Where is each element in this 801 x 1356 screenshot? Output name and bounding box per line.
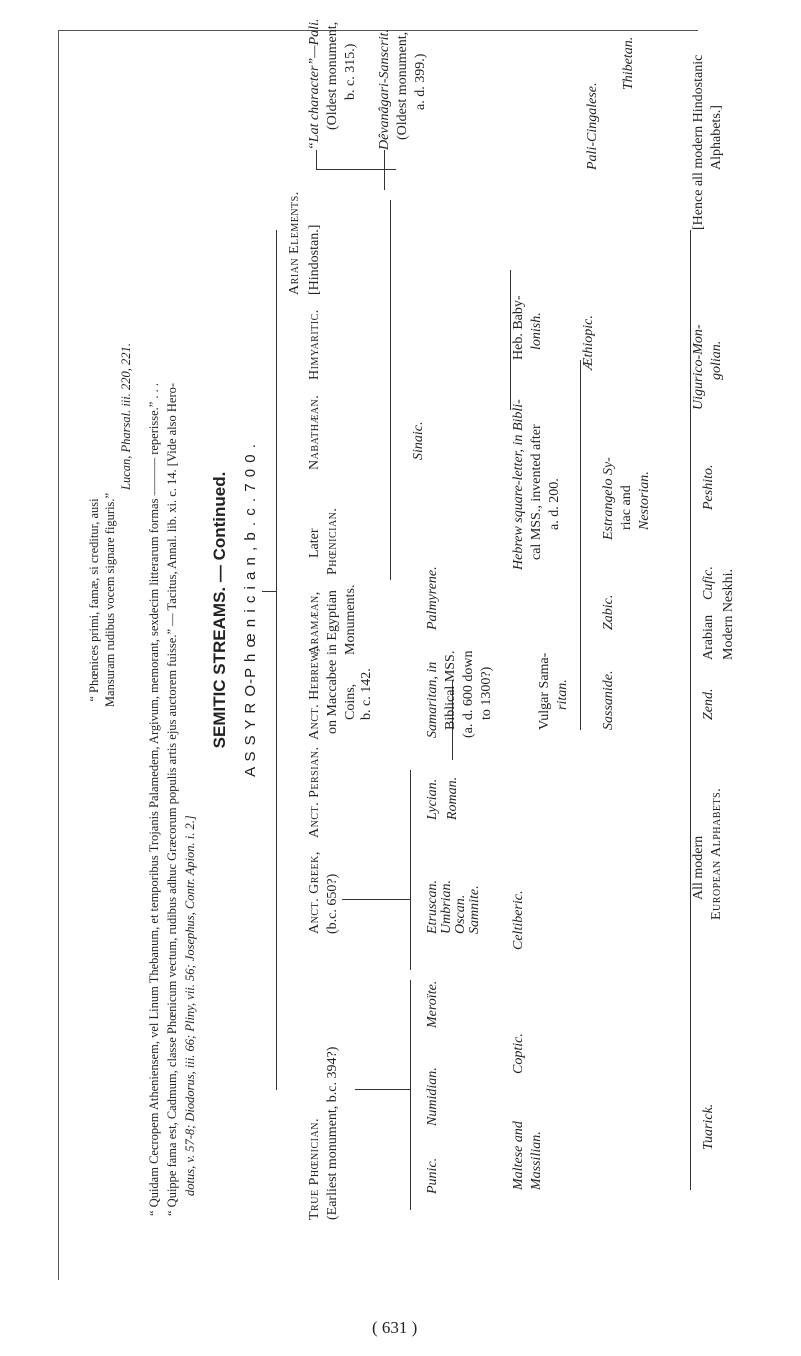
deva-oldest: (Oldest monument, — [395, 31, 410, 140]
connector — [342, 899, 410, 900]
tuarick: Tuarick. — [701, 1103, 716, 1150]
estrangelo-1: Estrangelo Sy- — [601, 457, 616, 540]
sassanide: Sassanide. — [601, 670, 616, 730]
hindostan: [Hindostan.] — [307, 224, 322, 295]
vulgar-samaritan-1: Vulgar Sama- — [537, 652, 552, 730]
maltese-2: Massilian. — [529, 1131, 544, 1190]
lat-character: “Lat character”—Pali. — [307, 18, 322, 150]
monuments: Monuments. — [343, 584, 358, 655]
palmyrene: Palmyrene. — [425, 566, 440, 630]
page-title: SEMITIC STREAMS. — Continued. — [210, 471, 229, 749]
heb-baby-1: Heb. Baby- — [511, 295, 526, 360]
peshito: Peshito. — [701, 464, 716, 510]
connector — [355, 1089, 410, 1090]
later-phoenician: Phœnician. — [325, 507, 340, 575]
celtiberic: Celtiberic. — [511, 890, 526, 950]
quote-2-line-3: dotus, v. 57-8; Diodorus, iii. 66; Pliny, vii. 56; Josephus, Contr. Apion. i. 2.] — [183, 815, 197, 1196]
bc-142: b. c. 142. — [359, 668, 374, 720]
phoenician-branch-line — [410, 980, 411, 1210]
root-connector — [262, 591, 276, 592]
punic: Punic. — [425, 1157, 440, 1194]
uigurico-2: golian. — [709, 340, 724, 380]
uigurico-1: Uigurico-Mon- — [691, 324, 706, 410]
anct-persian: Anct. Persian. — [307, 746, 322, 838]
heb-baby-2: lonish. — [529, 312, 544, 350]
vulgar-samaritan-2: ritan. — [555, 679, 570, 710]
hence-1: [Hence all modern Hindostanic — [691, 54, 706, 230]
quote-1-line-1: “ Phœnices primi, famæ, si creditur, ausi — [87, 498, 101, 702]
lat-oldest: (Oldest monument, — [325, 21, 340, 130]
arabian: Arabian — [701, 614, 716, 660]
devanagari: Dêvanâgari-Sanscrit. — [377, 29, 392, 150]
umbrian: Umbrian. — [439, 879, 454, 934]
true-phoenician: True Phœnician. — [307, 1118, 322, 1220]
rotated-chart-area — [80, 0, 740, 1230]
himyaritic: Himyaritic. — [307, 309, 322, 380]
roman: Roman. — [445, 776, 460, 820]
samaritan-1: Samaritan, in — [425, 661, 440, 738]
anct-hebrew: Anct. Hebrew, — [307, 647, 322, 740]
hebrew-square-3: a. d. 200. — [547, 478, 562, 530]
sinaic: Sinaic. — [411, 421, 426, 460]
top-level-line — [276, 230, 277, 1090]
etruscan: Etruscan. — [425, 879, 440, 934]
samaritan-2: Biblical MSS. — [443, 650, 458, 730]
hence-2: Alphabets.] — [709, 105, 724, 170]
hebrew-square-2: cal MSS., invented after — [529, 424, 544, 560]
connector — [384, 150, 385, 190]
quote-1-line-2: Mansuram rudibus vocem signare figuris.” — [103, 492, 117, 708]
estrangelo-3: Nestorian. — [637, 471, 652, 530]
aethiopic: Æthiopic. — [581, 315, 596, 370]
in-egyptian: in Egyptian — [325, 590, 340, 655]
page-border-left — [58, 30, 59, 1280]
earliest-monument: (Earliest monument, b.c. 394?) — [325, 1046, 340, 1220]
greek-branch-line — [410, 770, 411, 970]
pali-cingalese: Pali-Cingalese. — [585, 82, 600, 170]
arian-elements: Arian Elements. — [287, 191, 302, 295]
estrangelo-2: riac and — [619, 485, 634, 530]
samnite: Samnite. — [467, 885, 482, 934]
deva-date: a. d. 399.) — [413, 53, 428, 110]
greek-date: (b.c. 650?) — [325, 873, 340, 934]
coins: Coins, — [343, 683, 358, 720]
lat-date: b. c. 315.) — [343, 43, 358, 100]
row-4-line — [580, 360, 581, 730]
all-modern-1: All modern — [691, 835, 706, 900]
anct-greek: Anct. Greek, — [307, 851, 322, 934]
thibetan: Thibetan. — [621, 36, 636, 90]
on-maccabee: on Maccabee — [325, 659, 340, 734]
maltese-1: Maltese and — [511, 1121, 526, 1190]
nabathaean: Nabathæan. — [307, 394, 322, 470]
aramaean-branch-line — [390, 200, 391, 580]
oscan: Oscan. — [453, 894, 468, 934]
lycian: Lycian. — [425, 778, 440, 820]
cufic: Cufic. — [701, 566, 716, 600]
quote-2-line-1: “ Quidam Cecropem Atheniensem, vel Linum Thebanum, et temporibus Trojanis Palamedem, Argivum, memorant, sexdecim litterarum formas ——— reperisse.” . . . — [147, 382, 161, 1216]
aramaean: Aramæan, — [307, 591, 322, 655]
meroite: Meroïte. — [425, 980, 440, 1028]
later: Later — [307, 528, 322, 558]
connector — [316, 150, 317, 170]
quote-1-cite: Lucan, Pharsal. iii. 220, 221. — [119, 343, 133, 490]
all-modern-2: European Alphabets. — [709, 787, 724, 920]
quote-2-line-2: “ Quippe fama est, Cadmum, classe Phœnicum vectum, rudibus adhuc Græcorum populis artis ejus auctorem fuisse.” — Tacitus, Annal. lib. xi. c. 14. [Vide also Hero- — [165, 382, 179, 1216]
connector — [510, 270, 511, 410]
zabic: Zabic. — [601, 594, 616, 630]
zend: Zend. — [701, 688, 716, 720]
modern-neskhi: Modern Neskhi. — [721, 569, 736, 660]
samaritan-4: to 1300?) — [479, 666, 494, 720]
page-number: ( 631 ) — [372, 1318, 418, 1337]
page-subtitle: A S S Y R O-P h œ n i c i a n , b . c . 7 0 0 . — [242, 443, 259, 777]
coptic: Coptic. — [511, 1033, 526, 1074]
hebrew-square-1: Hebrew square-letter, in Bibli- — [511, 399, 526, 570]
samaritan-3: (a. d. 600 down — [461, 650, 476, 738]
numidian: Numidian. — [425, 1067, 440, 1126]
